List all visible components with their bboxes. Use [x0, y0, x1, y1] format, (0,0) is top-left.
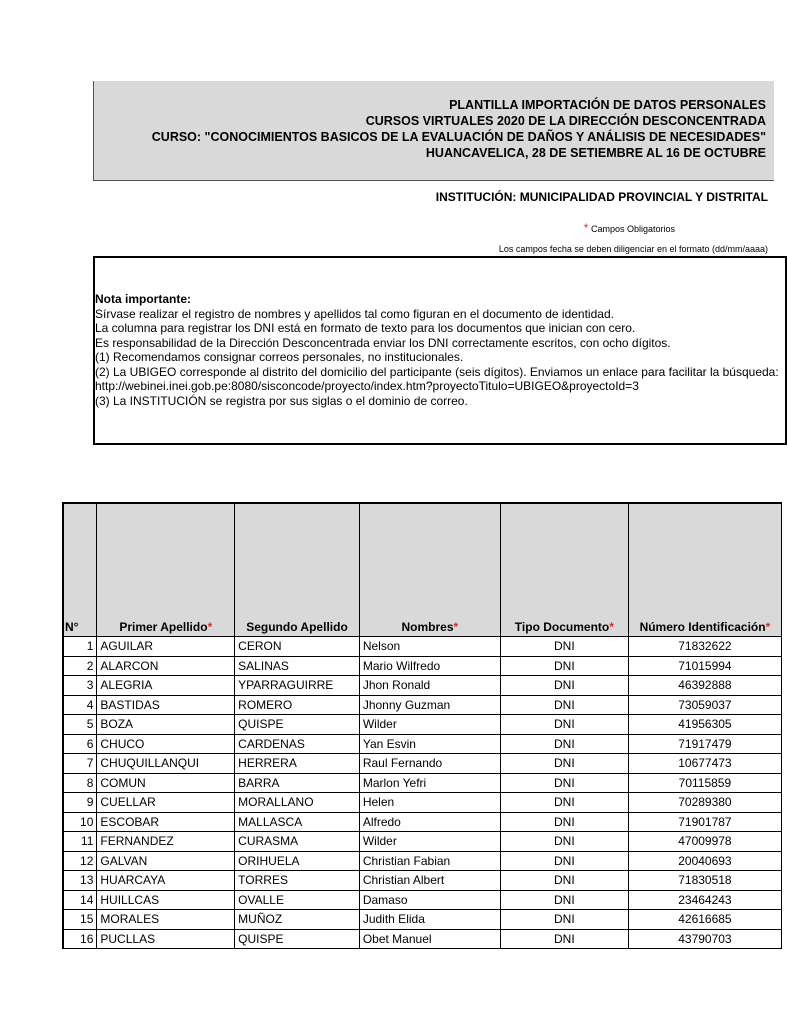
- cell-nombres[interactable]: Jhonny Guzman: [359, 695, 500, 715]
- cell-primer-apellido[interactable]: BASTIDAS: [97, 695, 235, 715]
- cell-primer-apellido[interactable]: AGUILAR: [97, 637, 235, 657]
- participants-table-container: [62, 502, 782, 949]
- cell-tipo-documento[interactable]: DNI: [500, 832, 628, 852]
- cell-segundo-apellido[interactable]: MUÑOZ: [235, 910, 360, 930]
- cell-numero-identificacion[interactable]: 10677473: [628, 754, 781, 774]
- cell-tipo-documento[interactable]: DNI: [500, 871, 628, 891]
- note-title: Nota importante:: [95, 292, 191, 306]
- cell-tipo-documento[interactable]: DNI: [500, 890, 628, 910]
- note-line: (2) La UBIGEO corresponde al distrito del domicilio del participante (seis dígitos). Enviamos un enlace para facilitar la búsqueda:: [95, 364, 779, 379]
- cell-numero-identificacion[interactable]: 71832622: [628, 637, 781, 657]
- table-row: [63, 695, 782, 715]
- table-row: [63, 929, 782, 949]
- cell-numero-identificacion[interactable]: 71015994: [628, 656, 781, 676]
- cell-primer-apellido[interactable]: HUILLCAS: [97, 890, 235, 910]
- cell-segundo-apellido[interactable]: CARDENAS: [235, 734, 360, 754]
- cell-number[interactable]: 1: [63, 637, 97, 657]
- cell-number[interactable]: 6: [63, 734, 97, 754]
- cell-primer-apellido[interactable]: CHUCO: [97, 734, 235, 754]
- cell-numero-identificacion[interactable]: 71901787: [628, 812, 781, 832]
- cell-numero-identificacion[interactable]: 71830518: [628, 871, 781, 891]
- cell-segundo-apellido[interactable]: ROMERO: [235, 695, 360, 715]
- important-note-box: [93, 256, 787, 445]
- cell-number[interactable]: 7: [63, 754, 97, 774]
- col-header-primer-apellido: Primer Apellido*: [97, 503, 235, 637]
- cell-nombres[interactable]: Marlon Yefri: [359, 773, 500, 793]
- table-row: [63, 715, 782, 735]
- date-format-note: Los campos fecha se deben diligenciar en el formato (dd/mm/aaaa): [498, 244, 768, 254]
- cell-primer-apellido[interactable]: ALEGRIA: [97, 676, 235, 696]
- note-line: (3) La INSTITUCIÓN se registra por sus siglas o el dominio de correo.: [95, 393, 468, 408]
- cell-numero-identificacion[interactable]: 47009978: [628, 832, 781, 852]
- table-row: [63, 910, 782, 930]
- cell-nombres[interactable]: Christian Albert: [359, 871, 500, 891]
- cell-segundo-apellido[interactable]: QUISPE: [235, 929, 360, 949]
- cell-segundo-apellido[interactable]: BARRA: [235, 773, 360, 793]
- cell-numero-identificacion[interactable]: 43790703: [628, 929, 781, 949]
- cell-number[interactable]: 5: [63, 715, 97, 735]
- cell-nombres[interactable]: Judith Elida: [359, 910, 500, 930]
- cell-numero-identificacion[interactable]: 70115859: [628, 773, 781, 793]
- cell-nombres[interactable]: Damaso: [359, 890, 500, 910]
- location-date: HUANCAVELICA, 28 DE SETIEMBRE AL 16 DE OCTUBRE: [425, 146, 766, 160]
- cell-primer-apellido[interactable]: COMUN: [97, 773, 235, 793]
- cell-numero-identificacion[interactable]: 73059037: [628, 695, 781, 715]
- cell-tipo-documento[interactable]: DNI: [500, 773, 628, 793]
- table-row: [63, 793, 782, 813]
- table-row: [63, 773, 782, 793]
- cell-nombres[interactable]: Wilder: [359, 715, 500, 735]
- cell-segundo-apellido[interactable]: CURASMA: [235, 832, 360, 852]
- table-row: [63, 754, 782, 774]
- participants-table: [62, 502, 782, 949]
- cell-segundo-apellido[interactable]: YPARRAGUIRRE: [235, 676, 360, 696]
- cell-nombres[interactable]: Mario Wilfredo: [359, 656, 500, 676]
- cell-tipo-documento[interactable]: DNI: [500, 656, 628, 676]
- cell-tipo-documento[interactable]: DNI: [500, 715, 628, 735]
- cell-tipo-documento[interactable]: DNI: [500, 754, 628, 774]
- table-row: [63, 871, 782, 891]
- note-line: Es responsabilidad de la Dirección Desconcentrada enviar los DNI correctamente escritos, con ocho dígitos.: [95, 335, 671, 350]
- cell-segundo-apellido[interactable]: OVALLE: [235, 890, 360, 910]
- cell-primer-apellido[interactable]: ALARCON: [97, 656, 235, 676]
- cell-nombres[interactable]: Yan Esvin: [359, 734, 500, 754]
- cell-segundo-apellido[interactable]: SALINAS: [235, 656, 360, 676]
- required-fields-legend: [400, 221, 675, 235]
- cell-tipo-documento[interactable]: DNI: [500, 695, 628, 715]
- col-header-segundo-apellido: Segundo Apellido: [235, 503, 360, 637]
- cell-nombres[interactable]: Nelson: [359, 637, 500, 657]
- cell-numero-identificacion[interactable]: 71917479: [628, 734, 781, 754]
- cell-tipo-documento[interactable]: DNI: [500, 793, 628, 813]
- cell-number[interactable]: 8: [63, 773, 97, 793]
- cell-number[interactable]: 10: [63, 812, 97, 832]
- cell-tipo-documento[interactable]: DNI: [500, 929, 628, 949]
- cell-nombres[interactable]: Alfredo: [359, 812, 500, 832]
- cell-numero-identificacion[interactable]: 23464243: [628, 890, 781, 910]
- cell-primer-apellido[interactable]: CUELLAR: [97, 793, 235, 813]
- col-header-number: N°: [63, 503, 97, 637]
- table-row: [63, 890, 782, 910]
- table-row: [63, 734, 782, 754]
- cell-tipo-documento[interactable]: DNI: [500, 812, 628, 832]
- cell-number[interactable]: 12: [63, 851, 97, 871]
- cell-tipo-documento[interactable]: DNI: [500, 910, 628, 930]
- ubigeo-link[interactable]: http://webinei.inei.gob.pe:8080/sisconcode/proyecto/index.htm?proyectoTitulo=UBIGEO&proyectoId=3: [95, 379, 639, 393]
- cell-segundo-apellido[interactable]: MORALLANO: [235, 793, 360, 813]
- cell-tipo-documento[interactable]: DNI: [500, 851, 628, 871]
- cell-segundo-apellido[interactable]: ORIHUELA: [235, 851, 360, 871]
- cell-numero-identificacion[interactable]: 42616685: [628, 910, 781, 930]
- table-header-row: [63, 503, 782, 637]
- table-row: [63, 656, 782, 676]
- col-header-numero-identificacion: Número Identificación*: [628, 503, 781, 637]
- cell-numero-identificacion[interactable]: 46392888: [628, 676, 781, 696]
- cell-numero-identificacion[interactable]: 20040693: [628, 851, 781, 871]
- cell-nombres[interactable]: Obet Manuel: [359, 929, 500, 949]
- cell-number[interactable]: 9: [63, 793, 97, 813]
- program-title: CURSOS VIRTUALES 2020 DE LA DIRECCIÓN DESCONCENTRADA: [365, 114, 766, 128]
- cell-primer-apellido[interactable]: HUARCAYA: [97, 871, 235, 891]
- template-title: PLANTILLA IMPORTACIÓN DE DATOS PERSONALES: [449, 98, 766, 112]
- cell-primer-apellido[interactable]: MORALES: [97, 910, 235, 930]
- cell-number[interactable]: 14: [63, 890, 97, 910]
- table-row: [63, 812, 782, 832]
- table-row: [63, 832, 782, 852]
- table-row: [63, 676, 782, 696]
- table-row: [63, 851, 782, 871]
- cell-primer-apellido[interactable]: PUCLLAS: [97, 929, 235, 949]
- cell-nombres[interactable]: Christian Fabian: [359, 851, 500, 871]
- required-star: *: [583, 221, 589, 235]
- cell-primer-apellido[interactable]: CHUQUILLANQUI: [97, 754, 235, 774]
- cell-number[interactable]: 3: [63, 676, 97, 696]
- table-row: [63, 637, 782, 657]
- cell-primer-apellido[interactable]: ESCOBAR: [97, 812, 235, 832]
- title-banner: [93, 81, 774, 181]
- cell-nombres[interactable]: Helen: [359, 793, 500, 813]
- cell-segundo-apellido[interactable]: QUISPE: [235, 715, 360, 735]
- required-fields-label: Campos Obligatorios: [590, 224, 675, 234]
- cell-segundo-apellido[interactable]: TORRES: [235, 871, 360, 891]
- cell-numero-identificacion[interactable]: 70289380: [628, 793, 781, 813]
- cell-nombres[interactable]: Jhon Ronald: [359, 676, 500, 696]
- cell-segundo-apellido[interactable]: HERRERA: [235, 754, 360, 774]
- cell-tipo-documento[interactable]: DNI: [500, 734, 628, 754]
- cell-tipo-documento[interactable]: DNI: [500, 676, 628, 696]
- note-line: La columna para registrar los DNI está en formato de texto para los documentos que inician con cero.: [95, 321, 636, 335]
- cell-nombres[interactable]: Wilder: [359, 832, 500, 852]
- cell-number[interactable]: 15: [63, 910, 97, 930]
- cell-number[interactable]: 16: [63, 929, 97, 949]
- cell-segundo-apellido[interactable]: MALLASCA: [235, 812, 360, 832]
- cell-primer-apellido[interactable]: FERNANDEZ: [97, 832, 235, 852]
- cell-number[interactable]: 4: [63, 695, 97, 715]
- cell-number[interactable]: 2: [63, 656, 97, 676]
- cell-nombres[interactable]: Raul Fernando: [359, 754, 500, 774]
- course-title: CURSO: "CONOCIMIENTOS BASICOS DE LA EVALUACIÓN DE DAÑOS Y ANÁLISIS DE NECESIDADES": [151, 130, 766, 144]
- cell-numero-identificacion[interactable]: 41956305: [628, 715, 781, 735]
- col-header-nombres: Nombres*: [359, 503, 500, 637]
- cell-primer-apellido[interactable]: BOZA: [97, 715, 235, 735]
- cell-number[interactable]: 11: [63, 832, 97, 852]
- cell-segundo-apellido[interactable]: CERON: [235, 637, 360, 657]
- note-line: Sírvase realizar el registro de nombres y apellidos tal como figuran en el documento de identidad.: [95, 306, 614, 321]
- cell-number[interactable]: 13: [63, 871, 97, 891]
- note-line: (1) Recomendamos consignar correos personales, no institucionales.: [95, 350, 464, 364]
- cell-tipo-documento[interactable]: DNI: [500, 637, 628, 657]
- col-header-tipo-documento: Tipo Documento*: [500, 503, 628, 637]
- institution-label: INSTITUCIÓN: MUNICIPALIDAD PROVINCIAL Y DISTRITAL: [435, 190, 768, 204]
- table-body: [63, 637, 782, 949]
- cell-primer-apellido[interactable]: GALVAN: [97, 851, 235, 871]
